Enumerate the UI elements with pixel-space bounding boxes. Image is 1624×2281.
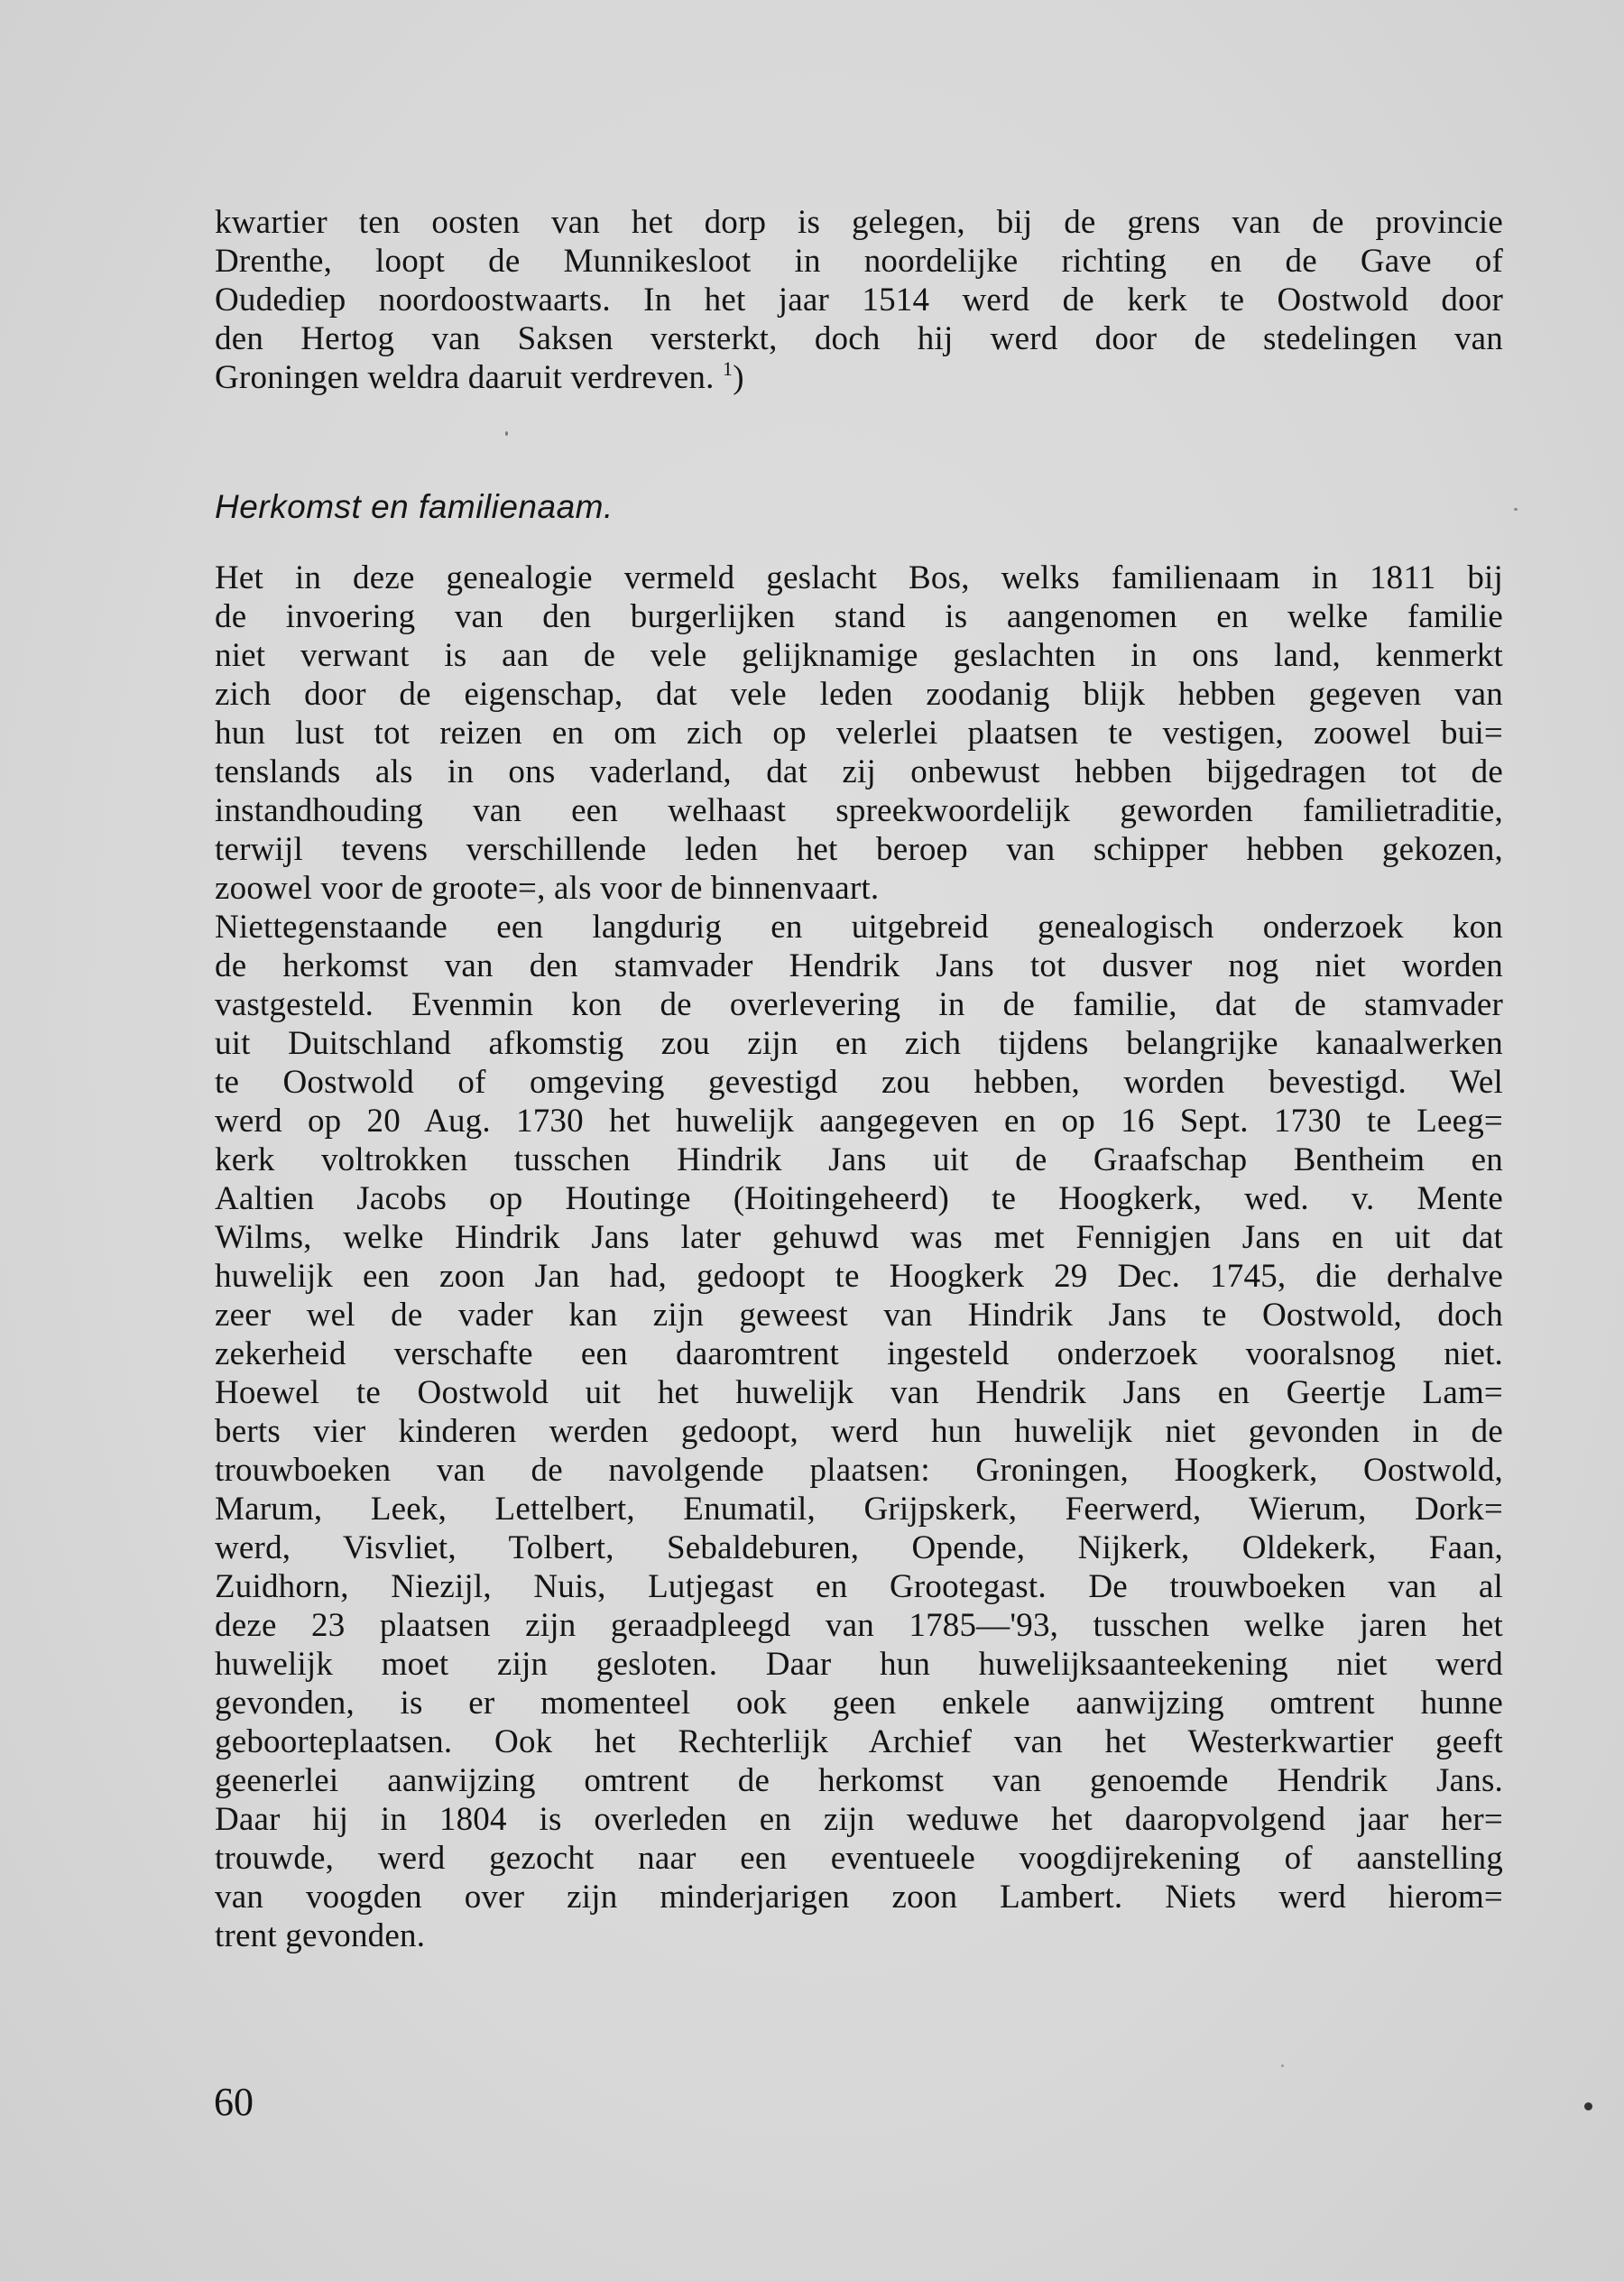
footnote-close: ) <box>733 359 744 396</box>
text-line: uit Duitschland afkomstig zou zijn en zich tijdens belangrijke kanaalwerken <box>215 1025 1503 1062</box>
text-line: den Hertog van Saksen versterkt, doch hij werd door de stedelingen van <box>215 320 1503 357</box>
text-line: gevonden, is er momenteel ook geen enkele aanwijzing omtrent hunne <box>215 1685 1503 1722</box>
text-line: werd op 20 Aug. 1730 het huwelijk aangegeven en op 16 Sept. 1730 te Leeg= <box>215 1103 1503 1140</box>
page-number: 60 <box>214 2080 254 2124</box>
text-fragment: Groningen weldra daaruit verdreven. <box>215 359 715 396</box>
text-line: zich door de eigenschap, dat vele leden zoodanig blijk hebben gegeven van <box>215 676 1503 713</box>
dust-speck <box>505 431 508 436</box>
dust-speck <box>1514 508 1518 511</box>
dust-speck <box>1584 2102 1592 2110</box>
text-line: Het in deze genealogie vermeld geslacht Bos, welks familienaam in 1811 bij <box>215 559 1503 596</box>
text-line: huwelijk moet zijn gesloten. Daar hun huwelijksaanteekening niet werd <box>215 1646 1503 1683</box>
text-line: trouwboeken van de navolgende plaatsen: Groningen, Hoogkerk, Oostwold, <box>215 1452 1503 1489</box>
text-line: de invoering van den burgerlijken stand is aangenomen en welke familie <box>215 598 1503 635</box>
text-line: terwijl tevens verschillende leden het beroep van schipper hebben gekozen, <box>215 831 1503 868</box>
text-line: kwartier ten oosten van het dorp is gelegen, bij de grens van de provincie <box>215 204 1503 241</box>
text-line: berts vier kinderen werden gedoopt, werd hun huwelijk niet gevonden in de <box>215 1413 1503 1450</box>
text-line: trouwde, werd gezocht naar een eventueele voogdijrekening of aanstelling <box>215 1840 1503 1877</box>
text-line: zekerheid verschafte een daaromtrent ingesteld onderzoek vooralsnog niet. <box>215 1335 1503 1372</box>
text-line: vastgesteld. Evenmin kon de overlevering in de familie, dat de stamvader <box>215 986 1503 1023</box>
text-line: hun lust tot reizen en om zich op velerlei plaatsen te vestigen, zoowel bui= <box>215 715 1503 752</box>
text-line: van voogden over zijn minderjarigen zoon Lambert. Niets werd hierom= <box>215 1879 1503 1916</box>
text-line: Wilms, welke Hindrik Jans later gehuwd was met Fennigjen Jans en uit dat <box>215 1219 1503 1256</box>
text-line: instandhouding van een welhaast spreekwoordelijk geworden familietraditie, <box>215 792 1503 829</box>
text-line: huwelijk een zoon Jan had, gedoopt te Hoogkerk 29 Dec. 1745, die derhalve <box>215 1258 1503 1295</box>
footnote-marker: 1 <box>723 358 734 380</box>
intro-paragraph <box>215 203 1503 397</box>
text-line: geboorteplaatsen. Ook het Rechterlijk Archief van het Westerkwartier geeft <box>215 1723 1503 1760</box>
text-line: zeer wel de vader kan zijn geweest van Hindrik Jans te Oostwold, doch <box>215 1297 1503 1334</box>
text-line: kerk voltrokken tusschen Hindrik Jans uit de Graafschap Bentheim en <box>215 1141 1503 1178</box>
text-line: geenerlei aanwijzing omtrent de herkomst van genoemde Hendrik Jans. <box>215 1762 1503 1799</box>
text-line: Daar hij in 1804 is overleden en zijn weduwe het daaropvolgend jaar her= <box>215 1801 1503 1838</box>
section-heading: Herkomst en familienaam. <box>215 488 614 525</box>
text-line: werd, Visvliet, Tolbert, Sebaldeburen, Opende, Nijkerk, Oldekerk, Faan, <box>215 1529 1503 1566</box>
text-line: deze 23 plaatsen zijn geraadpleegd van 1785—'93, tusschen welke jaren het <box>215 1607 1503 1644</box>
text-line: Marum, Leek, Lettelbert, Enumatil, Grijpskerk, Feerwerd, Wierum, Dork= <box>215 1491 1503 1528</box>
text-line-with-footnote <box>215 358 1503 397</box>
text-line: trent gevonden. <box>215 1917 426 1954</box>
text-line: zoowel voor de groote=, als voor de binnenvaart. <box>215 870 880 907</box>
text-line: Hoewel te Oostwold uit het huwelijk van Hendrik Jans en Geertje Lam= <box>215 1374 1503 1411</box>
text-line: de herkomst van den stamvader Hendrik Jans tot dusver nog niet worden <box>215 947 1503 984</box>
text-line: tenslands als in ons vaderland, dat zij onbewust hebben bijgedragen tot de <box>215 753 1503 790</box>
text-line: Zuidhorn, Niezijl, Nuis, Lutjegast en Grootegast. De trouwboeken van al <box>215 1568 1503 1605</box>
main-text <box>215 559 1503 1955</box>
text-line: te Oostwold of omgeving gevestigd zou hebben, worden bevestigd. Wel <box>215 1064 1503 1101</box>
text-line: Oudediep noordoostwaarts. In het jaar 1514 werd de kerk te Oostwold door <box>215 282 1503 319</box>
text-line: niet verwant is aan de vele gelijknamige geslachten in ons land, kenmerkt <box>215 637 1503 674</box>
dust-speck <box>1281 2064 1284 2067</box>
text-line: Aaltien Jacobs op Houtinge (Hoitingeheerd) te Hoogkerk, wed. v. Mente <box>215 1180 1503 1217</box>
text-line: Niettegenstaande een langdurig en uitgebreid genealogisch onderzoek kon <box>215 909 1503 946</box>
text-line: Drenthe, loopt de Munnikesloot in noordelijke richting en de Gave of <box>215 243 1503 280</box>
